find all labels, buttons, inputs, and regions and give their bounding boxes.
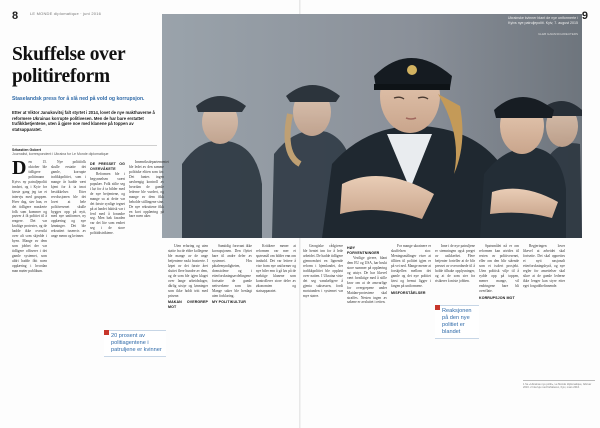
- article-deck: Staselandsk press for å slå ned på vold og korrupsjon.: [12, 96, 145, 102]
- subhead: DE PRESSET OG OVERVÅKETE: [90, 162, 125, 171]
- pull-quote-1: [104, 330, 166, 357]
- running-head: LE MONDE diplomatique · juni 2016: [30, 11, 102, 16]
- police-officers-illustration: [162, 14, 582, 238]
- lead-photo: [162, 14, 582, 238]
- text-column-9: [347, 244, 387, 422]
- pull-quote-text: Reaksjonen på den nye politiet er blandet: [442, 308, 472, 335]
- pull-quote-2: [435, 305, 479, 339]
- byline-role: Journalist, korrespondent i Ukraina for Le Monde diplomatique: [12, 152, 109, 157]
- byline: [12, 148, 157, 157]
- subhead: MISFORSTÅELSER: [391, 290, 426, 295]
- pull-quote-marker: [104, 330, 109, 335]
- column-text: For mange ukrainere er skuffelsen stor. Meningsmålinger viser at tilliten til politiet igjen er på vei ned. Mange mener at forskjellen mellom det gamle og det nye politiet først og fremst ligger i fargen på uniformene.: [391, 244, 431, 288]
- column-text: Reformen ble i begynnelsen svært populær. Folk stilte seg i kø for å ta bilder med de nye betjentene, og mange sa at dette var det første synlige tegnet på at landet faktisk var i ferd med å forandre seg. Men bak fasaden var det lite som endret seg i de store politidistriktene.: [90, 171, 125, 236]
- text-column-1: [12, 157, 47, 422]
- column-text: Georgiske rådgivere ble hentet inn for å lede arbeidet. De hadde tidligere gjennomført en lignende reform i hjemlandet, der trafikkpolitiet ble oppløst over natten. I Ukraina viste det seg vanskeligere å gjenta suksessen, fordi motstanden i systemet var mye større.: [303, 244, 343, 298]
- text-column-10: [391, 244, 431, 422]
- text-column-5: [168, 244, 208, 422]
- subhead: MAKAN OVERGREP MOT: [168, 300, 208, 310]
- column-text: Spørsmålet nå er om reformen kan utvides til resten av politivesenet, eller om den blir stående som et isolert prosjekt. Uten politisk vilje til å rydde opp på toppen, mener mange, vil endringene bare bli overflate.: [479, 244, 519, 293]
- article-headline: Skuffelse over politireform: [12, 44, 125, 87]
- subhead: MY POLITIKULTUR: [212, 300, 246, 305]
- photo-caption: Ukrainske kvinner blant de nye uniformerte i Kyivs nye patruljepoliti. Kyiv, 7. august 2015: [507, 16, 578, 25]
- text-column-7: [256, 244, 296, 422]
- pull-quote-marker: [435, 305, 440, 310]
- column-text: en 15. oktober ble tidligere politimann Kyivs ny patruljepoliti innført, og i Kyiv for første gang jeg tar et intervju med gruppen. Hver dag, sier han, er det tidligere maskerte folk som kommer og prøver å få politiet til å reagere. Det var kraftige protester, og de hadde ikke oversikt over alt som skjedde i byen. Mange av dem som jobbet der var tidligere offiserer i det gamle systemet, som aldri hadde fått noen opplæring i hvordan man møter publikum.: [12, 160, 47, 273]
- text-column-6: [212, 244, 252, 422]
- drop-cap: D: [12, 157, 27, 179]
- article-lede: Etter at Viktor Janukovitsj falt styrtet i 2014, lovet de nye makthaverne å reformere Ukrainas korrupte politivesen. Men de har bare erstattet trafikkbetjentene, uten å gjøre noe med klanene på toppen av statsapparatet.: [12, 110, 155, 132]
- column-text: Vestlige givere, blant dem EU og USA, har brukt store summer på opplæring og utstyr. De har likevel vært forsiktige med å stille krav om at de ansvarlige for overgrepene under Maidan-protestene skal straffes. Nesten ingen av sakene er avsluttet i retten.: [347, 255, 387, 305]
- photo-credit: GLEB GARANICH/REUTERS: [538, 32, 578, 36]
- subhead: KORRUPSJON MOT: [479, 295, 515, 300]
- column-text: Samtidig forsvant ikke korrupsjonen. Den flyttet bare til andre deler av systemet. Hos påtalemyndigheten, domstolene og i etterforskningsavdelingene fortsatte de gamle nettverkene som før. Mange saker ble henlagt uten forklaring.: [212, 244, 252, 298]
- byline-name: Sébastien Gobert: [12, 148, 41, 152]
- column-text: Kritikere mener at reformen var mer et spørsmål om bilder enn om innhold. Det var lettere å vise fram nye uniformer og nye biler enn å gå løs på de mektige klanene som kontrollerer store deler av økonomien og statsapparatet.: [256, 244, 296, 293]
- text-column-8: [303, 244, 343, 422]
- right-page-number: 9: [581, 10, 588, 22]
- pull-quote-text: 20 prosent av politiagentene i patruljene er kvinner: [111, 333, 162, 353]
- subhead: HØY FORVENTNINGER: [347, 246, 380, 255]
- column-text: Inne i de nye patruljene er stemningen også preget av usikkerhet. Flere betjenter forteller at de blir presset av overordnede til å holde tilbake opplysninger, og at de som sier fra risikerer å miste jobben.: [435, 244, 475, 283]
- footnotes: 1 Se «Ukrainas nye politi», Le Monde diplomatique, februar 2016. 2 Intervju med forfatteren, Kyiv, mars 2016.: [523, 380, 595, 390]
- text-column-13: [523, 244, 565, 376]
- text-column-12: [479, 244, 519, 422]
- column-text: Uten erfaring og uten støtte fra de eldre kollegene ble mange av de unge betjentene raskt frustrerte. I løpet av det første året sluttet flere hundre av dem, og de som ble igjen klaget over lange arbeidsdager, dårlig utstyr og lønninger som ikke holdt tritt med prisene.: [168, 244, 208, 298]
- column-text: Innenriksdepartementet ble ledet av den samme politiske eliten som før. Det fantes ingen uavhengig kontroll av hvordan de gamle lederne ble vurdert, og mange av dem fikk beholde stillingene sine. De nye rekruttene fikk en kort opplæring på bare noen uker.: [129, 160, 169, 219]
- column-text: Regjeringen lover likevel at arbeidet skal fortsette. Det skal opprettes et nytt nasjonalt etterforskningsbyrå, og nye regler for ansettelser skal sikre at de gamle lederne ikke lenger kan styre etter eget forgodtbefinnende.: [523, 244, 565, 288]
- text-column-4: [129, 160, 169, 422]
- byline-rule: [12, 145, 157, 146]
- text-column-3: [90, 160, 125, 422]
- column-text: Nye politifolk skulle erstatte det gamle, korrupte trafikkpolitiet, som i mange år hadde vært kjent for å ta imot bestikkelser. Etter revolusjonen ble det lovet at hele politivesenet skulle bygges opp på nytt, med nye uniformer, ny opplæring og nye lønninger. Det ble rekruttert tusenvis av unge menn og kvinner.: [51, 160, 86, 239]
- text-column-2: [51, 160, 86, 422]
- left-page-number: 8: [12, 10, 19, 22]
